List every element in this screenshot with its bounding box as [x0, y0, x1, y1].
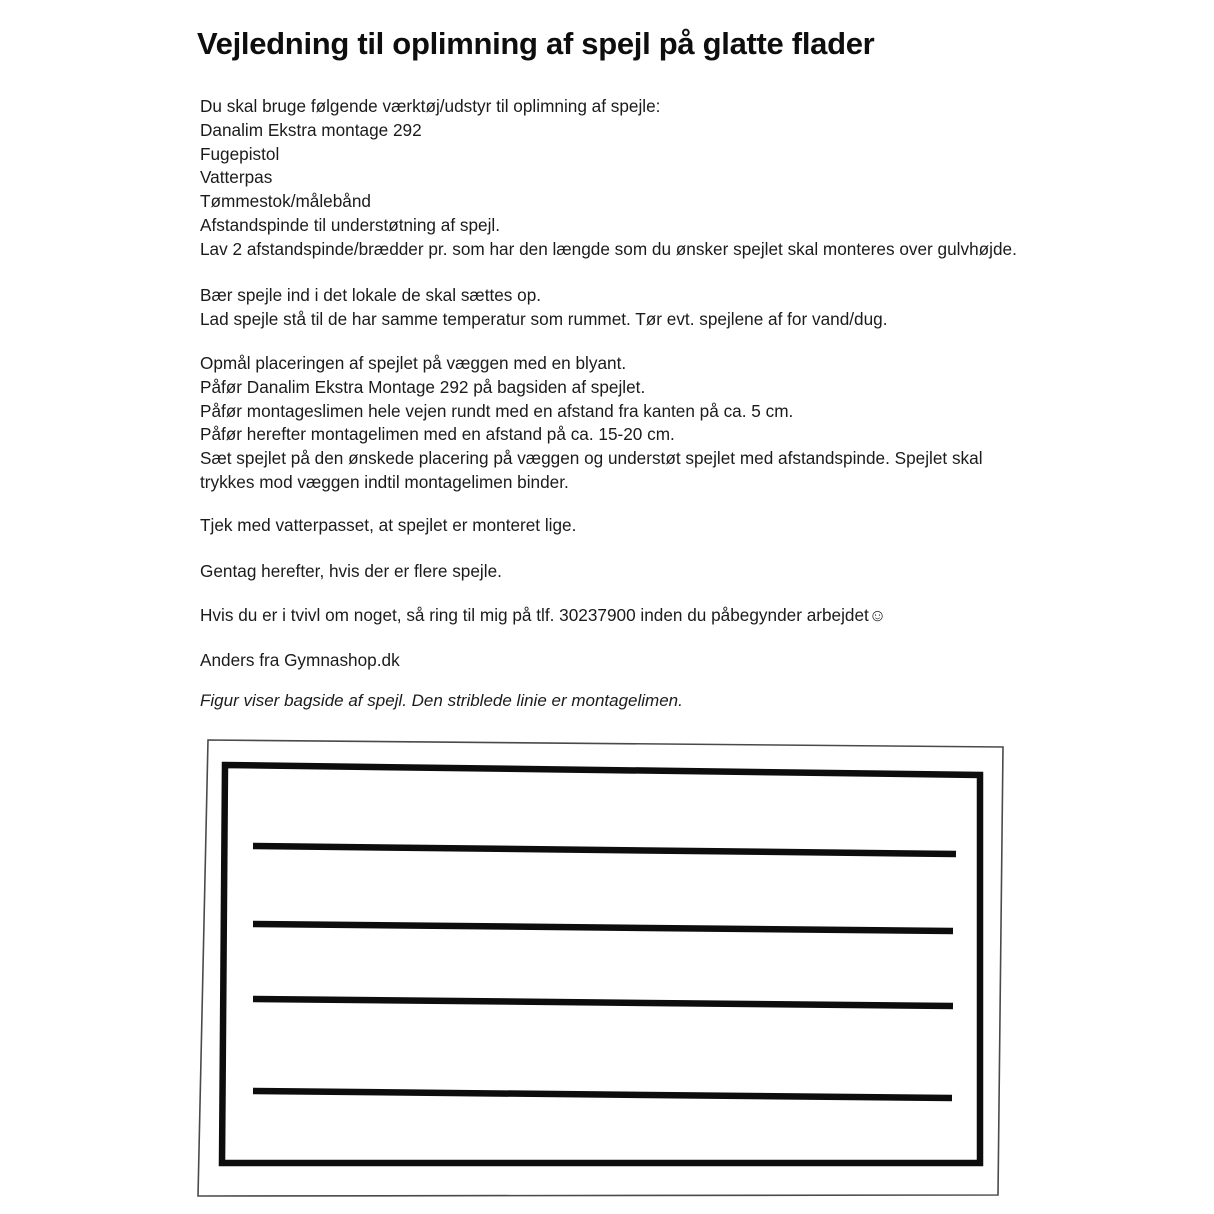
text-line: Påfør Danalim Ekstra Montage 292 på bagsiden af spejlet.: [200, 376, 646, 397]
text-line: Fugepistol: [200, 143, 280, 164]
paragraph-tools: [200, 95, 1017, 262]
paragraph-acclimatize: [200, 284, 888, 332]
text-line: Lav 2 afstandspinde/brædder pr. som har den længde som du ønsker spejlet skal monteres over gulvhøjde.: [200, 238, 1017, 259]
text-line: Tjek med vatterpasset, at spejlet er monteret lige.: [200, 515, 577, 535]
glue-stripe-2: [253, 924, 953, 931]
paragraph-contact: [200, 604, 886, 628]
mirror-figure-drawing: [196, 737, 1005, 1198]
text-line: Sæt spejlet på den ønskede placering på væggen og understøt spejlet med afstandspinde. Spejlet skal: [200, 448, 983, 469]
text-line: Bær spejle ind i det lokale de skal sættes op.: [200, 285, 542, 305]
text-line: Gentag herefter, hvis der er flere spejle.: [200, 561, 502, 581]
figure-caption: Figur viser bagside af spejl. Den striblede linie er montagelimen.: [200, 691, 683, 710]
paragraph-signature: [200, 649, 400, 673]
mirror-back-figure: [196, 737, 1005, 1198]
text-line: Hvis du er i tvivl om noget, så ring til mig på tlf. 30237900 inden du påbegynder arbejdet☺: [200, 605, 887, 625]
figure-outer-border: [198, 740, 1003, 1196]
glue-stripe-4: [253, 1091, 952, 1098]
glue-stripe-3: [253, 999, 953, 1006]
mirror-perimeter-glue-line: [222, 765, 980, 1163]
text-line: Opmål placeringen af spejlet på væggen med en blyant.: [200, 353, 627, 373]
text-line: trykkes mod væggen indtil montagelimen binder.: [200, 471, 569, 492]
text-line: Danalim Ekstra montage 292: [200, 119, 422, 140]
page-title: Vejledning til oplimning af spejl på glatte flader: [197, 26, 875, 61]
text-line: Påfør herefter montagelimen med en afstand på ca. 15-20 cm.: [200, 424, 675, 445]
paragraph-mounting-steps: [200, 352, 983, 495]
text-line: Tømmestok/målebånd: [200, 191, 371, 212]
text-line: Vatterpas: [200, 167, 273, 188]
paragraph-level-check: [200, 514, 576, 538]
paragraph-repeat: [200, 560, 502, 584]
text-line: Anders fra Gymnashop.dk: [200, 650, 400, 670]
text-line: Påfør montageslimen hele vejen rundt med en afstand fra kanten på ca. 5 cm.: [200, 400, 794, 421]
text-line: Afstandspinde til understøtning af spejl.: [200, 214, 501, 235]
text-line: Lad spejle stå til de har samme temperatur som rummet. Tør evt. spejlene af for vand/dug.: [200, 308, 888, 329]
glue-stripe-1: [253, 846, 956, 854]
text-line: Du skal bruge følgende værktøj/udstyr til oplimning af spejle:: [200, 96, 661, 116]
